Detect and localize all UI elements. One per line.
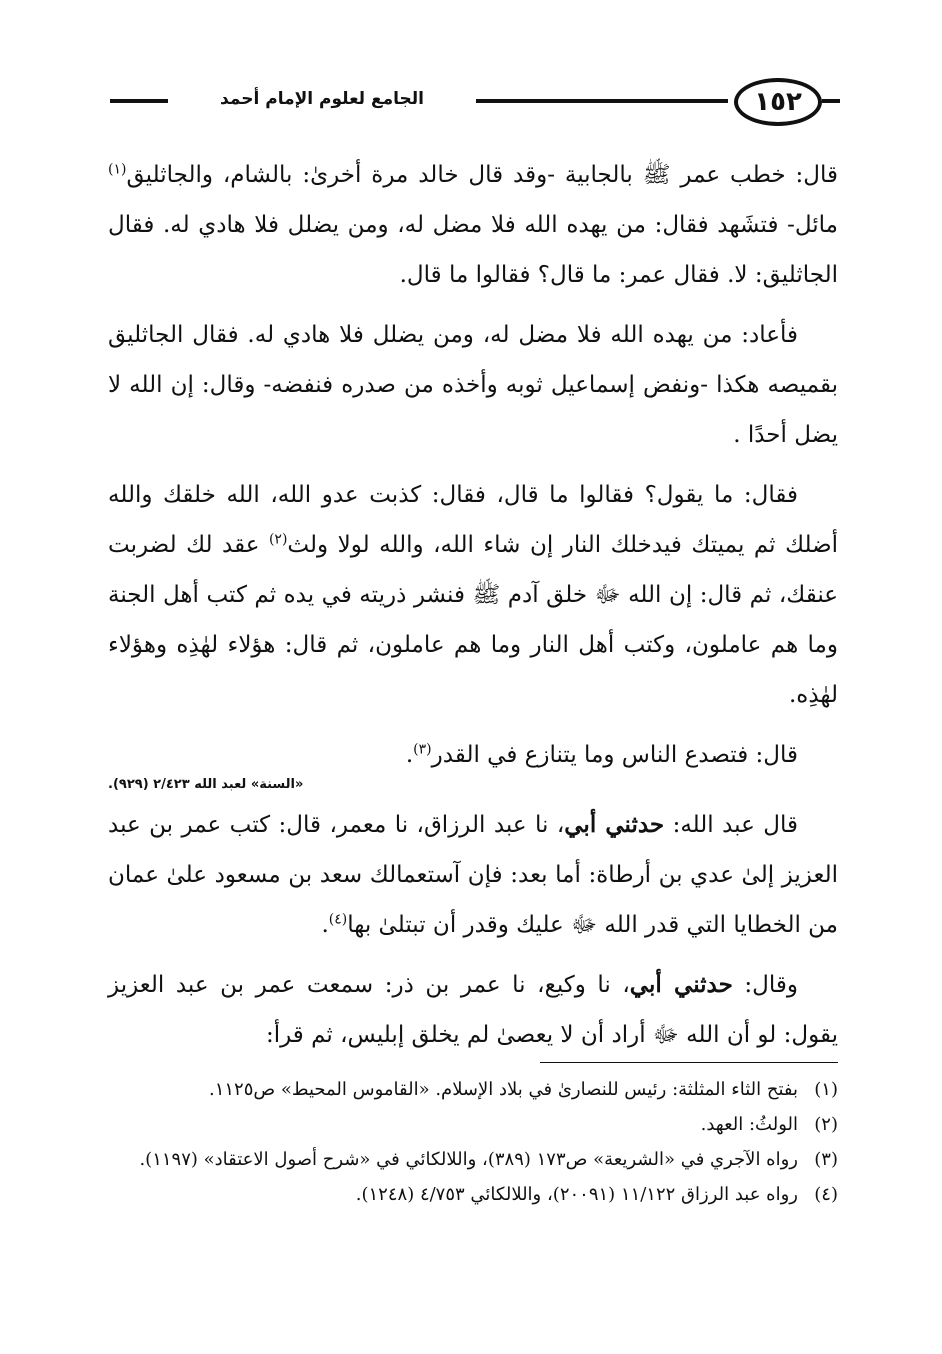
paragraph-5-end: . [321,912,329,938]
header-rule-left [110,99,168,103]
footnote-number: (٤) [814,1184,838,1205]
paragraph-6-text: ، نا وكيع، نا عمر بن ذر: سمعت عمر بن عبد العزيز يقول: لو أن الله ﷻ أراد أن لا يعصىٰ لم يخلق إبليس، ثم قرأ: [108,972,838,1048]
page-number: ١٥٢ [734,78,822,126]
paragraph-3-text: فقال: ما يقول؟ فقالوا ما قال، فقال: كذبت عدو الله، الله خلقك والله أضلك ثم يميتك فيدخلك النار إن شاء الله، والله لولا ولث [108,482,838,558]
paragraph-1-text: قال: خطب عمر ﷺ بالجابية -وقد قال خالد مرة أخرىٰ: بالشام، والجاثليق [126,162,838,188]
paragraph-5-lead: قال عبد الله: [664,812,798,838]
main-text [108,150,838,1060]
footnote-text: الولثُ: العهد. [700,1114,798,1135]
page-header [110,78,840,130]
paragraph-4 [108,730,838,780]
footnote-1 [108,1072,838,1107]
paragraph-5 [108,800,838,950]
paragraph-2-text: فأعاد: من يهده الله فلا مضل له، ومن يضلل فلا هادي له. فقال الجاثليق بقميصه هكذا -ونفض إسماعيل ثوبه وأخذه من صدره فنفضه- وقال: إن الله لا يضل أحدًا . [108,322,838,448]
paragraph-6-narration: حدثني أبي [629,971,733,998]
header-rule-right [822,99,840,103]
paragraph-1 [108,150,838,300]
paragraph-3-rest: عقد لك لضربت عنقك، ثم قال: إن الله ﷻ خلق آدم ﷺ فنشر ذريته في يده ثم كتب أهل الجنة وما هم عاملون، وكتب أهل النار وما هم عاملون، ثم قال: هؤلاء لهٰذِه وهؤلاء لهٰذِه. [108,532,838,708]
footnote-ref-2: (٢) [268,531,288,548]
footnote-ref-4: (٤) [328,911,348,928]
paragraph-6 [108,960,838,1060]
paragraph-1-rest: مائل- فتشَهد فقال: من يهده الله فلا مضل له، ومن يضلل فلا هادي له. فقال الجاثليق: لا. فقال عمر: ما قال؟ فقالوا ما قال. [108,212,838,288]
footnote-3 [108,1142,838,1177]
paragraph-6-lead: وقال: [732,972,798,998]
running-title: الجامع لعلوم الإمام أحمد [220,89,424,109]
footnote-text: رواه الآجري في «الشريعة» ص١٧٣ (٣٨٩)، واللالكائي في «شرح أصول الاعتقاد» (١١٩٧). [139,1149,798,1170]
footnote-separator [540,1062,838,1063]
paragraph-5-text: ، نا عبد الرزاق، نا معمر، قال: كتب عمر بن عبد العزيز إلىٰ عدي بن أرطاة: أما بعد: فإن آستعمالك سعد بن مسعود علىٰ عمان من الخطايا التي قدر الله ﷻ عليك وقدر أن تبتلىٰ بها [108,812,838,938]
footnote-ref-3: (٣) [413,741,432,758]
footnote-number: (٣) [814,1149,838,1170]
footnote-ref-1: (١) [108,161,127,178]
footnote-number: (٢) [814,1114,838,1135]
footnote-number: (١) [814,1079,838,1100]
paragraph-5-narration: حدثني أبي [564,811,665,838]
paragraph-4-text: قال: فتصدع الناس وما يتنازع في القدر [431,742,798,768]
source-citation: «السنة» لعبد الله ٢/٤٢٣ (٩٢٩). [108,777,304,792]
footnote-text: رواه عبد الرزاق ١١/١٢٢ (٢٠٠٩١)، واللالكائي ٤/٧٥٣ (١٢٤٨). [355,1184,798,1205]
footnotes [108,1072,838,1212]
paragraph-3 [108,470,838,720]
footnote-text: بفتح الثاء المثلثة: رئيس للنصارىٰ في بلاد الإسلام. «القاموس المحيط» ص١١٢٥. [208,1079,798,1100]
footnote-4 [108,1177,838,1212]
paragraph-4-end: . [405,742,414,768]
paragraph-2 [108,310,838,460]
header-rule-middle [476,99,728,103]
footnote-2 [108,1107,838,1142]
